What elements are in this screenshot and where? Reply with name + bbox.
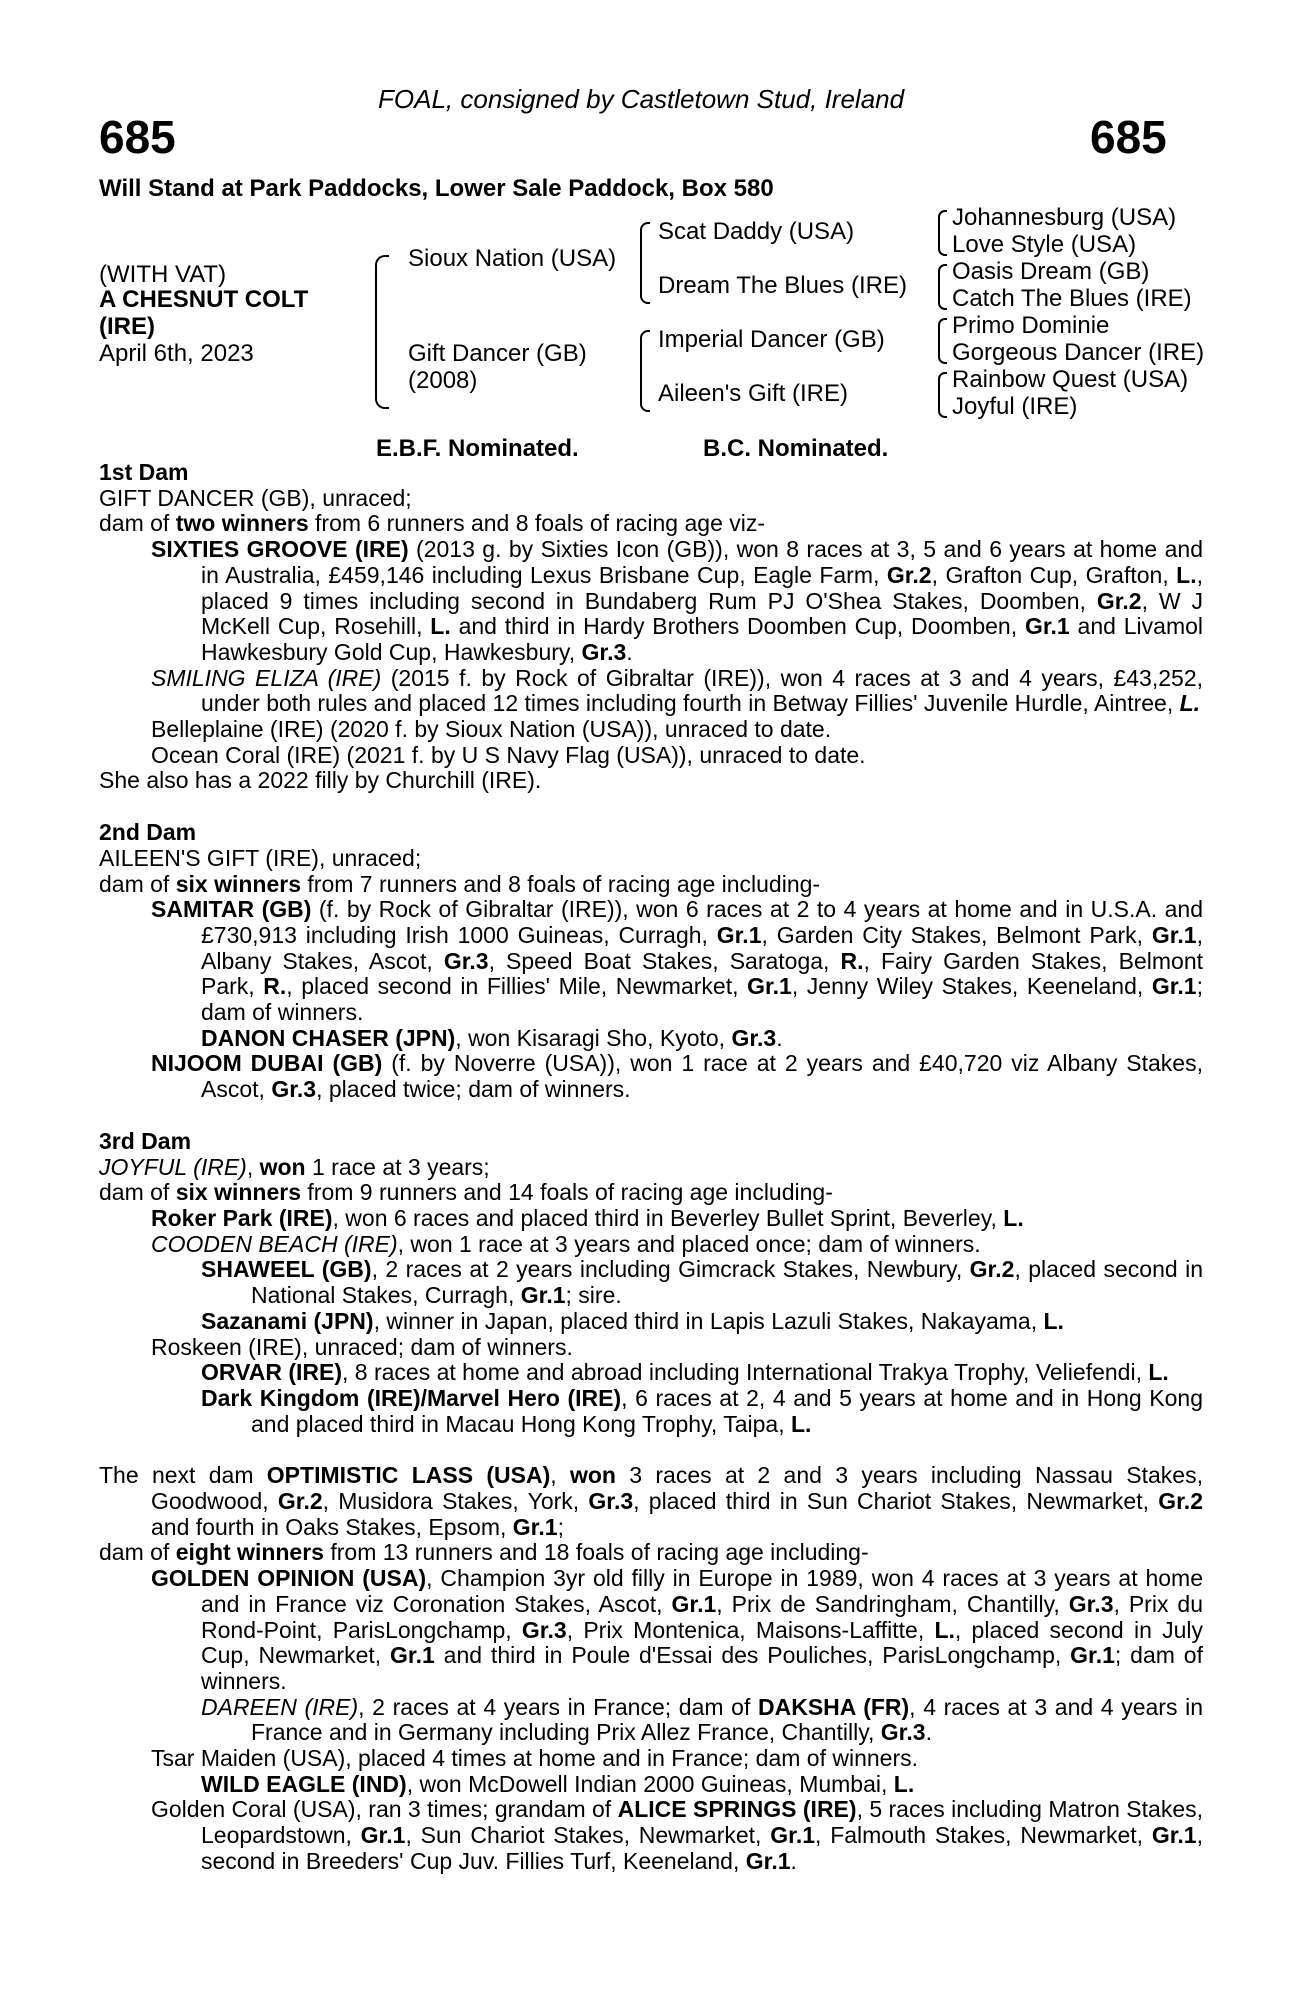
- dam: Gift Dancer (GB): [408, 340, 587, 367]
- progeny-entry: Roker Park (IRE), won 6 races and placed third in Beverley Bullet Sprint, Beverley, L.: [151, 1204, 1024, 1231]
- stand-location: Will Stand at Park Paddocks, Lower Sale Paddock, Box 580: [99, 175, 774, 202]
- dam-sire-dam: Gorgeous Dancer (IRE): [952, 339, 1205, 366]
- progeny-entry: GOLDEN OPINION (USA), Champion 3yr old filly in Europe in 1989, won 4 races at 3 years at home and in France viz Coronation Stakes, Ascot, Gr.1, Prix de Sandringham, Chantilly, Gr.3, Prix du Rond-Point, ParisLongchamp, Gr.3, Prix Montenica, Maisons-Laffitte, L., placed second in July Cup, Newmarket, Gr.1 and third in Poule d'Essai des Pouliches, ParisLongchamp, Gr.1; dam of winners.: [151, 1565, 1204, 1694]
- horse-title: A CHESNUT COLT: [99, 286, 309, 313]
- next-dam-summary: dam of eight winners from 13 runners and 18 foals of racing age including-: [99, 1539, 869, 1566]
- sire-dam: Dream The Blues (IRE): [658, 272, 907, 299]
- horse-title-origin: (IRE): [99, 313, 155, 340]
- progeny-entry: Belleplaine (IRE) (2020 f. by Sioux Nation (USA)), unraced to date.: [151, 716, 832, 743]
- bc-nomination: B.C. Nominated.: [703, 435, 889, 462]
- catalogue-body: [99, 460, 1203, 1875]
- lot-number-left: 685: [99, 111, 176, 163]
- dam-sire-sire: Primo Dominie: [952, 312, 1110, 339]
- progeny-entry: ORVAR (IRE), 8 races at home and abroad including International Trakya Trophy, Veliefendi, L.: [201, 1359, 1169, 1386]
- third-dam-heading: 3rd Dam: [99, 1127, 192, 1154]
- dam-sire: Imperial Dancer (GB): [658, 326, 885, 353]
- progeny-entry: WILD EAGLE (IND), won McDowell Indian 2000 Guineas, Mumbai, L.: [201, 1770, 915, 1797]
- consignment-line: FOAL, consigned by Castletown Stud, Ireland: [378, 84, 905, 114]
- first-dam-line: GIFT DANCER (GB), unraced;: [99, 484, 412, 511]
- lot-number-right: 685: [1090, 111, 1167, 163]
- sire-sire-dam: Love Style (USA): [952, 231, 1137, 258]
- bracket: [640, 330, 650, 412]
- progeny-entry: SHAWEEL (GB), 2 races at 2 years including Gimcrack Stakes, Newbury, Gr.2, placed second in National Stakes, Curragh, Gr.1; sire.: [201, 1256, 1203, 1309]
- bracket: [640, 222, 650, 304]
- progeny-entry: Sazanami (JPN), winner in Japan, placed third in Lapis Lazuli Stakes, Nakayama, L.: [201, 1307, 1064, 1334]
- progeny-entry: Tsar Maiden (USA), placed 4 times at home and in France; dam of winners.: [151, 1745, 919, 1772]
- second-dam-summary: dam of six winners from 7 runners and 8 foals of racing age including-: [99, 870, 821, 897]
- progeny-entry: SAMITAR (GB) (f. by Rock of Gibraltar (IRE)), won 6 races at 2 to 4 years at home and in U.S.A. and £730,913 including Irish 1000 Guineas, Curragh, Gr.1, Garden City Stakes, Belmont Park, Gr.1, Albany Stakes, Ascot, Gr.3, Speed Boat Stakes, Saratoga, R., Fairy Garden Stakes, Belmont Park, R., placed second in Fillies' Mile, Newmarket, Gr.1, Jenny Wiley Stakes, Keeneland, Gr.1; dam of winners.: [151, 896, 1203, 1026]
- sire-dam-sire: Oasis Dream (GB): [952, 258, 1150, 285]
- dam-dam-dam: Joyful (IRE): [952, 393, 1078, 420]
- progeny-entry: Ocean Coral (IRE) (2021 f. by U S Navy Flag (USA)), unraced to date.: [151, 741, 866, 768]
- progeny-entry: DAREEN (IRE), 2 races at 4 years in France; dam of DAKSHA (FR), 4 races at 3 and 4 years in France and in Germany including Prix Allez France, Chantilly, Gr.3.: [201, 1693, 1204, 1746]
- first-dam-heading: 1st Dam: [99, 459, 189, 485]
- progeny-entry: Roskeen (IRE), unraced; dam of winners.: [151, 1333, 573, 1360]
- vat-note: (WITH VAT): [99, 261, 227, 288]
- second-dam-line: AILEEN'S GIFT (IRE), unraced;: [99, 844, 422, 871]
- sire-sire: Scat Daddy (USA): [658, 218, 855, 245]
- progeny-entry: DANON CHASER (JPN), won Kisaragi Sho, Kyoto, Gr.3.: [201, 1024, 783, 1051]
- progeny-entry: She also has a 2022 filly by Churchill (IRE).: [99, 767, 542, 794]
- bracket: [938, 372, 947, 418]
- bracket: [375, 255, 389, 409]
- sire-dam-dam: Catch The Blues (IRE): [952, 285, 1192, 312]
- third-dam-line: JOYFUL (IRE), won 1 race at 3 years;: [99, 1153, 490, 1180]
- progeny-entry: Golden Coral (USA), ran 3 times; grandam of ALICE SPRINGS (IRE), 5 races including Matron Stakes, Leopardstown, Gr.1, Sun Chariot Stakes, Newmarket, Gr.1, Falmouth Stakes, Newmarket, Gr.1, second in Breeders' Cup Juv. Fillies Turf, Keeneland, Gr.1.: [151, 1796, 1204, 1874]
- bracket: [938, 210, 947, 256]
- ebf-nomination: E.B.F. Nominated.: [376, 435, 579, 462]
- sire-sire-sire: Johannesburg (USA): [952, 204, 1177, 231]
- sire: Sioux Nation (USA): [408, 245, 617, 272]
- bracket: [938, 264, 947, 310]
- second-dam-heading: 2nd Dam: [99, 819, 197, 846]
- foaling-date: April 6th, 2023: [99, 340, 254, 367]
- progeny-entry: NIJOOM DUBAI (GB) (f. by Noverre (USA)), won 1 race at 2 years and £40,720 viz Albany Stakes, Ascot, Gr.3, placed twice; dam of winners.: [151, 1050, 1203, 1103]
- dam-dam-sire: Rainbow Quest (USA): [952, 366, 1189, 393]
- progeny-entry: COODEN BEACH (IRE), won 1 race at 3 years and placed once; dam of winners.: [151, 1230, 981, 1257]
- bracket: [938, 318, 947, 364]
- first-dam-summary: dam of two winners from 6 runners and 8 foals of racing age viz-: [99, 510, 766, 537]
- progeny-entry: SMILING ELIZA (IRE) (2015 f. by Rock of Gibraltar (IRE)), won 4 races at 3 and 4 years, £43,252, under both rules and placed 12 times including fourth in Betway Fillies' Juvenile Hurdle, Aintree, L.: [151, 664, 1204, 717]
- dam-dam: Aileen's Gift (IRE): [658, 380, 848, 407]
- progeny-entry: SIXTIES GROOVE (IRE) (2013 g. by Sixties Icon (GB)), won 8 races at 3, 5 and 6 years at home and in Australia, £459,146 including Lexus Brisbane Cup, Eagle Farm, Gr.2, Grafton Cup, Grafton, L., placed 9 times including second in Bundaberg Rum PJ O'Shea Stakes, Doomben, Gr.2, W J McKell Cup, Rosehill, L. and third in Hardy Brothers Doomben Cup, Doomben, Gr.1 and Livamol Hawkesbury Gold Cup, Hawkesbury, Gr.3.: [151, 536, 1204, 665]
- third-dam-summary: dam of six winners from 9 runners and 14 foals of racing age including-: [99, 1179, 833, 1206]
- next-dam-line: The next dam OPTIMISTIC LASS (USA), won 3 races at 2 and 3 years including Nassau Stakes, Goodwood, Gr.2, Musidora Stakes, York, Gr.3, placed third in Sun Chariot Stakes, Newmarket, Gr.2 and fourth in Oaks Stakes, Epsom, Gr.1;: [99, 1462, 1203, 1540]
- progeny-entry: Dark Kingdom (IRE)/Marvel Hero (IRE), 6 races at 2, 4 and 5 years at home and in Hong Kong and placed third in Macau Hong Kong Trophy, Taipa, L.: [201, 1384, 1203, 1437]
- dam-year: (2008): [408, 367, 478, 394]
